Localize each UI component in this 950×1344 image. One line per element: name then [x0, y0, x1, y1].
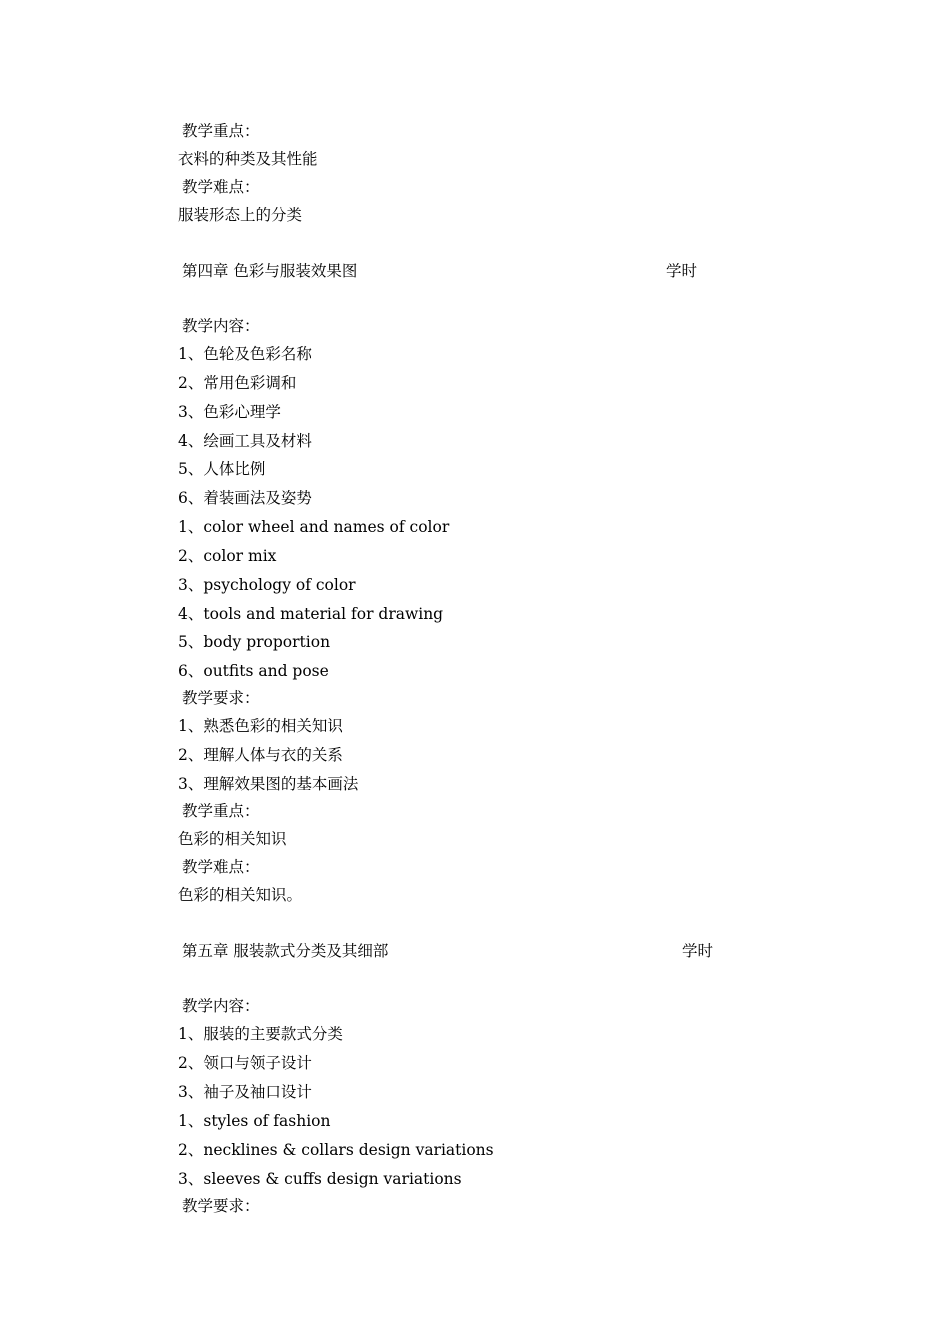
content-item: 3、色彩心理学	[178, 403, 281, 421]
label-content: 教学内容：	[182, 997, 260, 1015]
label-difficulties: 教学难点：	[182, 858, 260, 876]
content-item-en: 6、outfits and pose	[178, 662, 329, 680]
chapter-5-hours: 学时	[682, 942, 714, 960]
label-requirements: 教学要求：	[182, 689, 260, 707]
key-points-text: 色彩的相关知识	[178, 830, 287, 848]
difficulties-text: 服装形态上的分类	[178, 206, 303, 224]
content-item: 3、袖子及袖口设计	[178, 1083, 312, 1101]
label-difficulties: 教学难点：	[182, 178, 260, 196]
chapter-5-title: 第五章 服装款式分类及其细部	[182, 942, 389, 960]
content-item-en: 5、body proportion	[178, 633, 331, 651]
chapter-4-hours: 学时	[666, 262, 698, 280]
content-item-en: 2、color mix	[178, 547, 277, 565]
content-item: 1、色轮及色彩名称	[178, 345, 312, 363]
content-item-en: 3、sleeves & cuffs design variations	[178, 1170, 462, 1188]
content-item: 4、绘画工具及材料	[178, 432, 312, 450]
content-item: 1、服装的主要款式分类	[178, 1025, 343, 1043]
content-item: 6、着装画法及姿势	[178, 489, 312, 507]
content-item-en: 4、tools and material for drawing	[178, 605, 444, 623]
content-item: 2、常用色彩调和	[178, 374, 297, 392]
content-item: 2、领口与领子设计	[178, 1054, 312, 1072]
chapter-4-title: 第四章 色彩与服装效果图	[182, 262, 358, 280]
requirement-item: 1、熟悉色彩的相关知识	[178, 717, 343, 735]
requirement-item: 2、理解人体与衣的关系	[178, 746, 343, 764]
requirement-item: 3、理解效果图的基本画法	[178, 775, 359, 793]
content-item-en: 1、color wheel and names of color	[178, 518, 450, 536]
label-key-points: 教学重点：	[182, 122, 260, 140]
key-points-text: 衣料的种类及其性能	[178, 150, 318, 168]
content-item-en: 3、psychology of color	[178, 576, 356, 594]
label-requirements: 教学要求：	[182, 1197, 260, 1215]
content-item: 5、人体比例	[178, 460, 266, 478]
content-item-en: 2、necklines & collars design variations	[178, 1141, 494, 1159]
label-content: 教学内容：	[182, 317, 260, 335]
difficulties-text: 色彩的相关知识。	[178, 886, 303, 904]
label-key-points: 教学重点：	[182, 802, 260, 820]
content-item-en: 1、styles of fashion	[178, 1112, 331, 1130]
